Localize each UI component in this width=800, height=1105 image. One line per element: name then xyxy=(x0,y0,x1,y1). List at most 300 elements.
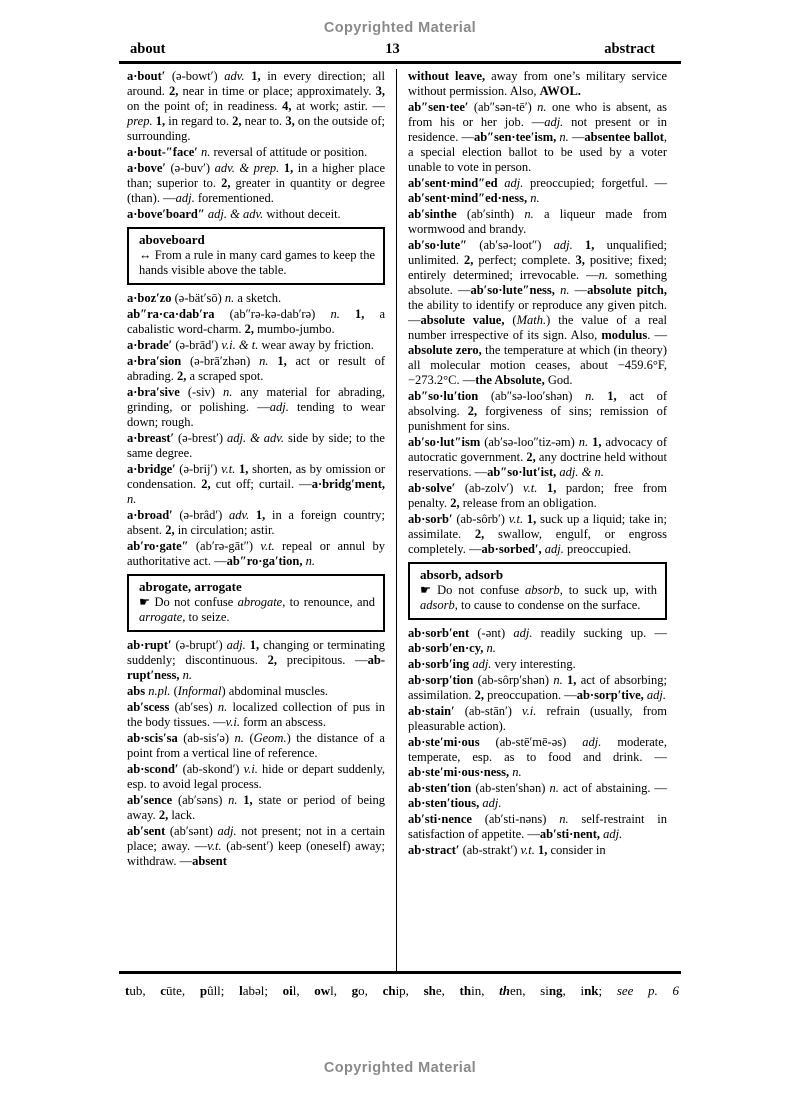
text-segment: greater in quantity or degree (than). — xyxy=(127,176,385,205)
text-segment: in, xyxy=(471,983,500,998)
text-segment: n. xyxy=(259,354,278,368)
dictionary-entry xyxy=(127,145,385,160)
text-segment: v.t. xyxy=(520,843,538,857)
text-segment: absolute pitch, xyxy=(587,283,667,297)
text-segment: (ab′rə-gāt″) xyxy=(195,539,261,553)
text-segment: (ə-brād′) xyxy=(175,338,222,352)
dictionary-entry xyxy=(127,385,385,430)
text-segment: (ab-stān′) xyxy=(464,704,523,718)
dictionary-entry xyxy=(127,539,385,569)
text-segment: ab·sten′tion xyxy=(408,781,476,795)
text-segment: adj. xyxy=(544,115,572,129)
text-segment: nk xyxy=(584,983,599,998)
text-segment: ūte, xyxy=(166,983,200,998)
text-segment: th xyxy=(499,983,510,998)
text-segment: in every direction; all around. xyxy=(127,69,385,98)
text-segment: n. xyxy=(559,812,582,826)
dictionary-entry xyxy=(127,291,385,306)
text-segment: (ab″sə-loo′shən) xyxy=(490,389,586,403)
text-segment: 2, xyxy=(165,523,178,537)
text-segment: adv. xyxy=(229,508,256,522)
text-segment: 1, xyxy=(526,512,541,526)
text-segment: repeal or annul by authoritative act. — xyxy=(127,539,386,568)
text-segment: ☛ Do not confuse xyxy=(420,583,525,597)
text-segment: (ab-stē′mē-əs) xyxy=(495,735,583,749)
text-segment: at work; astir. — xyxy=(296,99,386,113)
text-segment: preoccupied; forgetful. — xyxy=(530,176,667,190)
text-segment: adj. xyxy=(513,626,541,640)
text-segment: ab′scess xyxy=(127,700,175,714)
text-segment: a sketch. xyxy=(237,291,282,305)
dictionary-entry xyxy=(408,626,667,656)
text-segment: 2, xyxy=(464,253,479,267)
text-segment: n. xyxy=(305,554,315,568)
dictionary-entry xyxy=(127,161,385,206)
text-segment: 1, xyxy=(277,354,296,368)
text-segment: ng xyxy=(548,983,563,998)
text-segment: ab·sten′tious, xyxy=(408,796,483,810)
dictionary-entry xyxy=(408,812,667,842)
text-segment: 2, xyxy=(176,369,190,383)
text-segment: (ab″rə-kə-dab′rə) xyxy=(229,307,331,321)
column-left xyxy=(127,69,385,972)
text-segment: ab′sti·nence xyxy=(408,812,485,826)
text-segment: n. xyxy=(486,641,496,655)
text-segment: 3, xyxy=(575,253,590,267)
text-segment: adj. xyxy=(472,657,495,671)
text-segment: see p. 6 xyxy=(616,983,679,998)
text-segment: a·bra′sion xyxy=(127,354,191,368)
pronunciation-key xyxy=(119,983,681,999)
text-segment: (ab-sis′ə) xyxy=(183,731,235,745)
text-segment: reversal of attitude or position. xyxy=(213,145,368,159)
text-segment: g xyxy=(351,983,359,998)
text-segment: , to seize. xyxy=(182,610,230,624)
text-segment: ab″so·lu′tion xyxy=(408,389,491,403)
text-segment: ab·rupt′ xyxy=(127,638,176,652)
text-segment: one who is absent, as from his or her job. — xyxy=(408,100,667,129)
text-segment: ab″ra·ca·dab′ra xyxy=(127,307,230,321)
text-segment: perfect; complete. xyxy=(478,253,576,267)
text-segment: l, xyxy=(330,983,352,998)
text-segment: n. xyxy=(512,765,522,779)
text-segment: e, xyxy=(435,983,460,998)
text-segment: ab-rupt′ness, xyxy=(127,653,385,682)
text-segment: en, xyxy=(509,983,541,998)
text-segment: 2, xyxy=(450,496,463,510)
text-segment: th xyxy=(459,983,472,998)
text-segment: ) the distance of a point from a vertical line of reference. xyxy=(127,731,385,760)
text-segment: not present or in residence. — xyxy=(408,115,667,144)
text-segment: (ə-bowt′) xyxy=(171,69,225,83)
text-segment: absolute zero, xyxy=(408,343,486,357)
dictionary-entry xyxy=(127,793,385,823)
text-segment: ab·sorb′ xyxy=(408,512,457,526)
text-segment: n. xyxy=(598,268,615,282)
text-segment: n. xyxy=(537,100,552,114)
text-segment: ab·ste′mi·ous xyxy=(408,735,496,749)
text-segment: n. xyxy=(524,207,544,221)
text-segment: readily sucking up. — xyxy=(540,626,667,640)
text-segment: ) the value of a real number irrespective of its sign. Also, xyxy=(408,313,667,342)
text-segment: suck up a liquid; take in; assimilate. xyxy=(408,512,667,541)
text-segment: adj. & n. xyxy=(559,465,604,479)
text-segment: oi xyxy=(282,983,293,998)
text-segment: on the outside of; surrounding. xyxy=(127,114,386,143)
usage-note-title: absorb, adsorb xyxy=(420,567,504,582)
text-segment: act of absorbing; assimilation. xyxy=(408,673,667,702)
text-segment: 2, xyxy=(221,176,236,190)
text-segment: away from one’s military service without permission. Also, xyxy=(408,69,667,98)
text-segment: n. xyxy=(549,781,563,795)
dictionary-entry xyxy=(408,704,667,734)
text-segment: 2, xyxy=(244,322,258,336)
text-segment: ab·scis′sa xyxy=(127,731,184,745)
text-segment: ( xyxy=(512,313,517,327)
text-segment: forgiveness of sins; remission of punishment for sins. xyxy=(408,404,668,433)
dictionary-entry xyxy=(408,843,667,858)
page-number: 13 xyxy=(385,41,400,57)
text-segment: a·bout-″face′ xyxy=(127,145,201,159)
usage-note-body xyxy=(420,583,657,613)
text-segment: v.i. & t. xyxy=(221,338,262,352)
text-segment: mumbo-jumbo. xyxy=(257,322,335,336)
text-segment: act of abstaining. — xyxy=(562,781,667,795)
dictionary-entry xyxy=(127,354,385,384)
text-segment: n. xyxy=(234,731,250,745)
text-segment: (ab′sə-loot″) xyxy=(479,238,554,252)
text-segment: ) abdominal muscles. xyxy=(221,684,329,698)
text-segment: n. xyxy=(553,673,568,687)
text-segment: ab″sen·tee′ xyxy=(408,100,474,114)
text-segment: ab·stain′ xyxy=(408,704,465,718)
text-segment: ab·sorb′en·cy, xyxy=(408,641,487,655)
text-segment: adj. xyxy=(175,191,198,205)
text-segment: cut off; curtail. — xyxy=(215,477,312,491)
text-segment: adj. xyxy=(582,735,618,749)
text-segment: refrain (usually, from pleasurable action). xyxy=(408,704,667,733)
text-segment: on the point of; in readiness. xyxy=(127,99,283,113)
text-segment: ab·sorp′tive, xyxy=(576,688,647,702)
text-segment: o, xyxy=(358,983,383,998)
dictionary-entry xyxy=(127,307,385,337)
dictionary-entry xyxy=(408,781,667,811)
text-segment: v.t. xyxy=(221,462,240,476)
text-segment: (ab′sə-loo″tiz-əm) xyxy=(484,435,579,449)
dictionary-entry xyxy=(408,435,667,480)
text-segment: unqualified; unlimited. xyxy=(408,238,667,267)
text-segment: ☛ Do not confuse xyxy=(139,595,238,609)
text-segment: l xyxy=(239,983,243,998)
text-segment: 2, xyxy=(474,527,499,541)
text-segment: any material for abrading, grinding, or polishing. — xyxy=(127,385,385,414)
text-segment: (ab′sinth) xyxy=(466,207,525,221)
text-segment: very interesting. xyxy=(494,657,576,671)
text-segment: act of absolving. xyxy=(408,389,668,418)
text-segment: preoccupation. — xyxy=(487,688,577,702)
text-segment: 1, xyxy=(354,307,380,321)
text-segment: adv. xyxy=(224,69,252,83)
page-header xyxy=(119,40,681,58)
text-segment: n. xyxy=(559,130,572,144)
usage-note-box xyxy=(408,562,667,620)
text-segment: (ə-brij′) xyxy=(179,462,222,476)
text-segment: (ab-sent′) keep (oneself) away; withdraw. — xyxy=(127,839,386,868)
text-segment: (-siv) xyxy=(187,385,223,399)
text-segment: adj. xyxy=(504,176,531,190)
column-divider xyxy=(396,69,397,972)
text-segment: (ə-brest′) xyxy=(177,431,228,445)
text-segment: 1, xyxy=(283,161,298,175)
text-segment: ab·sorb′ing xyxy=(408,657,473,671)
text-segment: AWOL. xyxy=(539,84,581,98)
text-segment: (ab″sən-tē′) xyxy=(473,100,538,114)
text-segment: in regard to. xyxy=(168,114,233,128)
text-segment: prep. xyxy=(127,114,156,128)
text-segment: not present; not in a certain place; away. — xyxy=(127,824,386,853)
text-segment: 1, xyxy=(249,638,264,652)
text-segment: (ab-sôrb′) xyxy=(456,512,509,526)
dictionary-entry xyxy=(127,731,385,761)
text-segment: a·broad′ xyxy=(127,508,180,522)
text-segment: 4, xyxy=(282,99,297,113)
text-segment: shorten, as by omission or condensation. xyxy=(127,462,385,491)
copyright-watermark-bottom: Copyrighted Material xyxy=(323,1060,477,1076)
dictionary-entry xyxy=(127,824,385,869)
text-segment: si xyxy=(540,983,549,998)
text-segment: (ab-strakt′) xyxy=(462,843,521,857)
text-segment: v.t. xyxy=(523,481,547,495)
text-segment: act or result of abrading. xyxy=(127,354,386,383)
text-segment: ab′so·lute″ xyxy=(408,238,480,252)
dictionary-entry xyxy=(408,100,667,175)
dictionary-entry xyxy=(408,673,667,703)
text-segment: (ab-skond′) xyxy=(182,762,244,776)
text-segment: — xyxy=(571,130,585,144)
text-segment: in a higher place than; superior to. xyxy=(127,161,386,190)
text-segment: a·bridg′ment, xyxy=(311,477,385,491)
text-segment: a·boz′zo xyxy=(127,291,175,305)
text-segment: n. xyxy=(200,145,214,159)
text-segment: absentee ballot xyxy=(584,130,664,144)
text-segment: ip, xyxy=(395,983,424,998)
text-segment: without deceit. xyxy=(266,207,341,221)
text-segment: advocacy of autocratic government. xyxy=(408,435,667,464)
text-segment: ab·stract′ xyxy=(408,843,463,857)
dictionary-entry xyxy=(127,700,385,730)
copyright-watermark-top: Copyrighted Material xyxy=(323,20,477,36)
text-segment: 2, xyxy=(526,450,539,464)
text-segment: a·brade′ xyxy=(127,338,176,352)
text-segment: ab·sorbed′, xyxy=(481,542,545,556)
text-segment: n. xyxy=(127,492,137,506)
text-segment: 1, xyxy=(607,389,630,403)
text-segment: localized collection of pus in the body tissues. — xyxy=(127,700,385,729)
text-segment: — xyxy=(574,283,588,297)
text-segment: , xyxy=(562,983,581,998)
text-segment: , to suck up, with xyxy=(559,583,657,597)
text-segment: the temperature at which (in theory) all molecular motion ceases, about −459.6°F, −273.2°C. — xyxy=(408,343,667,387)
text-segment: ab′sent xyxy=(127,824,170,838)
dictionary-entry xyxy=(408,238,667,388)
usage-note-body xyxy=(139,595,375,625)
text-segment: modulus xyxy=(601,328,648,342)
text-segment: adj. xyxy=(544,542,567,556)
text-segment: adv. & prep. xyxy=(214,161,284,175)
text-columns xyxy=(119,69,681,972)
dictionary-entry xyxy=(408,657,667,672)
text-segment: (ə-brā′zhən) xyxy=(190,354,260,368)
dictionary-entry xyxy=(408,207,667,237)
text-segment: 2, xyxy=(467,404,486,418)
usage-note-title: aboveboard xyxy=(139,232,205,247)
text-segment: wear away by friction. xyxy=(261,338,374,352)
dictionary-entry xyxy=(127,207,385,222)
text-segment: 1, xyxy=(251,69,268,83)
page-footer xyxy=(119,971,681,999)
text-segment: (ab′səns) xyxy=(177,793,229,807)
text-segment: ab′so·lute″ness, xyxy=(470,283,561,297)
text-segment: ab·sorp′tion xyxy=(408,673,478,687)
text-segment: (ə-brâd′) xyxy=(179,508,229,522)
text-segment: t xyxy=(125,983,130,998)
header-rule xyxy=(119,61,681,64)
text-segment: 3, xyxy=(375,84,385,98)
text-segment: v.i. xyxy=(522,704,547,718)
text-segment: 2, xyxy=(232,114,245,128)
text-segment: lack. xyxy=(171,808,196,822)
text-segment: (ə-brupt′) xyxy=(175,638,227,652)
text-segment: a·bove′ xyxy=(127,161,171,175)
text-segment: ch xyxy=(382,983,396,998)
text-segment: (ab-zolv′) xyxy=(464,481,524,495)
dictionary-entry xyxy=(127,638,385,683)
text-segment: v.t. xyxy=(260,539,282,553)
text-segment: release from an obligation. xyxy=(462,496,597,510)
text-segment: ûll; xyxy=(207,983,240,998)
text-segment: (-ənt) xyxy=(477,626,514,640)
text-segment: ab″sen·tee′ism, xyxy=(473,130,560,144)
text-segment: a·bove′board″ xyxy=(127,207,208,221)
text-segment: Math. xyxy=(516,313,547,327)
text-segment: arrogate xyxy=(139,610,183,624)
text-segment: near to. xyxy=(244,114,286,128)
text-segment: 2, xyxy=(158,808,172,822)
text-segment: (ə-buv′) xyxy=(170,161,215,175)
dictionary-entry xyxy=(127,338,385,353)
text-segment: self-restraint in satisfaction of appetite. — xyxy=(408,812,668,841)
text-segment: a cabalistic word-charm. xyxy=(127,307,385,336)
text-segment: l, xyxy=(292,983,315,998)
usage-note-title: abrogate, arrogate xyxy=(139,579,242,594)
text-segment: a·bridge′ xyxy=(127,462,180,476)
text-segment: ab·ste′mi·ous·ness, xyxy=(408,765,513,779)
text-segment: abəl; xyxy=(242,983,283,998)
text-segment: adj. xyxy=(553,238,585,252)
text-segment: n. xyxy=(560,283,575,297)
guide-word-left: about xyxy=(130,41,166,57)
text-segment: changing or terminating suddenly; discontinuous. xyxy=(127,638,385,667)
usage-note-box xyxy=(127,574,385,632)
text-segment: adj. xyxy=(646,688,667,702)
text-segment: (ab′sənt) xyxy=(169,824,218,838)
text-segment: preoccupied. xyxy=(566,542,632,556)
text-segment: adj. xyxy=(603,827,623,841)
text-segment: abrogate xyxy=(237,595,283,609)
text-segment: i xyxy=(580,983,585,998)
text-segment: n. xyxy=(224,291,238,305)
dictionary-entry xyxy=(127,69,385,144)
text-segment: (ab-sten′shən) xyxy=(475,781,550,795)
text-segment: 1, xyxy=(255,508,272,522)
text-segment: ab·scond′ xyxy=(127,762,183,776)
text-segment: adj. & adv. xyxy=(227,431,288,445)
text-segment: 1, xyxy=(537,843,551,857)
text-segment: consider in xyxy=(550,843,606,857)
text-segment: 2, xyxy=(201,477,216,491)
text-segment: hide or depart suddenly, esp. to avoid legal process. xyxy=(127,762,386,791)
text-segment: 2, xyxy=(267,653,287,667)
dictionary-page xyxy=(119,40,681,998)
text-segment: a·bout′ xyxy=(127,69,172,83)
text-segment: n. xyxy=(585,389,608,403)
text-segment: , to cause to condense on the surface. xyxy=(454,598,641,612)
text-segment: absorb xyxy=(525,583,560,597)
dictionary-entry xyxy=(127,762,385,792)
text-segment: 1, xyxy=(155,114,169,128)
text-segment: ; xyxy=(598,983,617,998)
text-segment: ab′sinthe xyxy=(408,207,467,221)
text-segment: 2, xyxy=(168,84,183,98)
text-segment: a·breast′ xyxy=(127,431,178,445)
guide-word-right: abstract xyxy=(604,41,655,57)
text-segment: moderate, temperate, esp. as to food and drink. — xyxy=(408,735,667,764)
text-segment: p xyxy=(199,983,208,998)
text-segment: ab′sence xyxy=(127,793,178,807)
text-segment: ( xyxy=(249,731,254,745)
text-segment: near in time or place; approximately. xyxy=(182,84,376,98)
text-segment: precipitous. — xyxy=(286,653,368,667)
text-segment: 1, xyxy=(592,435,606,449)
text-segment: 1, xyxy=(567,673,581,687)
text-segment: adj. & adv. xyxy=(207,207,267,221)
text-segment: forementioned. xyxy=(197,191,274,205)
text-segment: n. xyxy=(217,700,233,714)
dictionary-entry xyxy=(127,462,385,507)
text-segment: form an abscess. xyxy=(243,715,327,729)
text-segment: the Absolute, xyxy=(475,373,548,387)
text-segment: pardon; free from penalty. xyxy=(408,481,668,510)
text-segment: ab·solve′ xyxy=(408,481,465,495)
text-segment: adj. xyxy=(269,400,298,414)
text-segment: swallow, engulf, or engross completely. — xyxy=(408,527,667,556)
text-segment: in circulation; astir. xyxy=(177,523,275,537)
text-segment: (ab-sôrp′shən) xyxy=(477,673,554,687)
text-segment: v.i. xyxy=(225,715,244,729)
text-segment: a scraped spot. xyxy=(189,369,264,383)
text-segment: 1, xyxy=(584,238,607,252)
column-right xyxy=(408,69,667,972)
text-segment: side by side; to the same degree. xyxy=(127,431,385,460)
text-segment: n. xyxy=(530,191,540,205)
dictionary-entry xyxy=(408,176,667,206)
dictionary-entry xyxy=(408,735,667,780)
dictionary-entry xyxy=(127,431,385,461)
text-segment: . — xyxy=(647,328,667,342)
text-segment: 1, xyxy=(243,793,259,807)
text-segment: adsorb xyxy=(420,598,455,612)
text-segment: any doctrine held without reservations. — xyxy=(408,450,668,479)
